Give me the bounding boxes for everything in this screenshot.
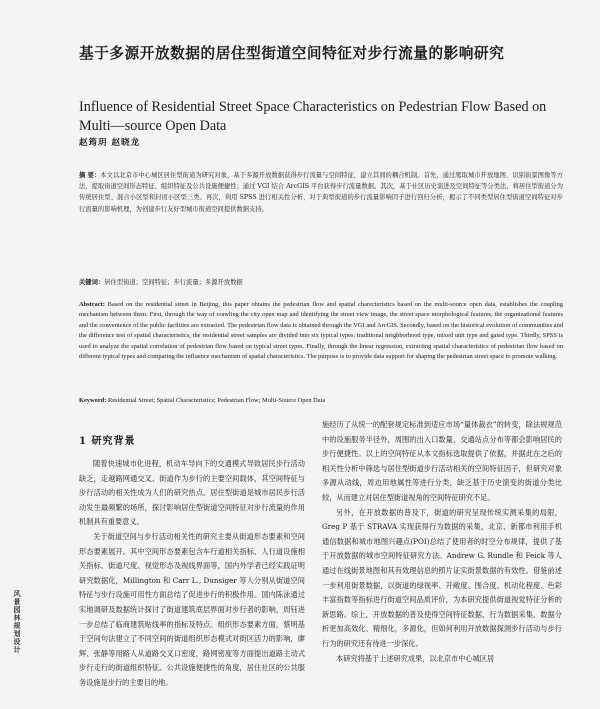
paper-title-chinese: 基于多源开放数据的居住型街道空间特征对步行流量的影响研究 xyxy=(79,45,505,62)
body-column-left xyxy=(79,418,305,691)
keywords-english-text: Residential Street; Spatial Characteristics; Pedestrian Flow; Multi-Source Open Data xyxy=(107,397,326,404)
body-column-right xyxy=(322,418,562,666)
paper-title-english: Influence of Residential Street Space Characteristics on Pedestrian Flow Based on Multi—source Open Data xyxy=(79,99,547,134)
body-paragraph: 随着快速城市化进程，机动车导向下的交通模式导致居民步行活动缺乏，走越路网通交叉、街道作为步行的主要空间载体，其空间特征与步行活动的相关性成为人们的研究热点。居住型街道是城市居民步行活动发生最频繁的场所，探讨影响居住型街道空间特征对步行流量的作用机制具有重要意义。 xyxy=(79,459,305,527)
keywords-chinese-label: 关键词： xyxy=(79,279,105,286)
journal-section-label: 风景园林规划设计 xyxy=(13,590,22,654)
authors: 赵筠玥 赵晓龙 xyxy=(79,138,140,148)
body-paragraph: 关于街道空间与步行活动相关性的研究主要从街道形态要素和空间形态要素展开。其中空间形态要素包含车行道相关指标、人行道设施相关指标、街道尺度、视觉形态及视线界面等，国内外学者已经实践证明研究数据化，Millington 和 Carr L., Dunsiger 等人分别从街道空间特征与步行设施可用性方面总结了促进步行的积极作用。国内陈泳通过实地调研及数据统计探讨了街道建筑底层界面对步行者的影响，周钰进一步总结了临商建筑贴线率的指标及特点。组织形态要素方面，蔡明基于空间句法建立了不同空间的街道组织形态模式对街区活力的影响，廖辉、张静等用路人从道路交叉口密度，路网密度等方面提出道路主动式步行走行的街道组织特征。公共设施便捷性的角度，居住社区的公共服务设施是步行的主要目的地。 xyxy=(79,531,305,687)
body-paragraph: 施经历了从统一的配套规定标准到适应市场“量体裁衣”的转变，除法规规范中的设施服务半径外，周围的出入口数量、交通站点分布等都会影响居民的步行便捷性。以上的空间特征从本文指标选取提供了依据，并据此在之后的相关性分析中筛选与居住型街道步行活动相关的空间特征因子，但研究对象多源从动线，周边用地属性等进行分类，缺乏基于历史演变的街道分类比较，从而建立对居住型街道视角的空间特征研究不足。 xyxy=(322,420,562,502)
abstract-english-text: Based on the residential street in Beijing, this paper obtains the pedestrian flow and spatial charecteristics based on the multi-source open data, establishes the coupling mechanism between them. First, through the way of crawling the city open map and identifying the street view image, the street space morphological features, the organizational features and the convenience of the public facilities are extracted. The pedestrian flow data is obtained through the VGI and ArcGIS. Secondly, based on the historical evolution of communities and the difference test of spatial characteristics, the residential street samples are divided into six typical types: traditional neighborhood type, mixed unit type and gated type. Thirdly, SPSS is used to analyze the spatial correlation of pedestrian flow based on typical street types. Finally, through the linear regression, extracting spatial characteristics of pedestrian flow based on different typical types and comparing the influence mechanism of spatial characteristics. The purpose is to provide data support for shaping the pedestrian street space to promote walking. xyxy=(79,301,563,361)
keywords-chinese-text: 居住型街道；空间特征；步行流量；多源开放数据 xyxy=(104,279,243,286)
body-paragraph: 另外，在开放数据的普及下，街道的研究呈现传统实测采集的局限，Greg P 基于 STRAVA 实现获得行为数据的采集，北京、新都市利用手机通信数据和城市地图兴趣点(POI)总结了使用者的时空分布规律，提供了基于开放数据的城市空间特征研究方法。Andrew G. Rundle 和 Feick 等人通过在线街景地图和其有效理信息的照片证实街景数据的有效性。借鉴前述一步利用街景数据，以街道的绿视率、开敞度、围合度、机动化程度、色彩丰富指数等指标进行街道空间品质评价，为本研究提供街道视觉特征分析的新思路。综上，开放数据的普及使得空间特征数据、行为数据采集、数据分析更加高效化、精细化，多源化，但如何利用开放数据探测步行活动与步行行为的研究还有待进一步深化。 xyxy=(322,507,562,648)
keywords-english xyxy=(79,396,563,406)
keywords-chinese xyxy=(79,277,563,288)
keywords-english-label: Keyword: xyxy=(79,397,107,404)
abstract-english xyxy=(79,300,563,362)
abstract-chinese xyxy=(79,170,563,215)
section-heading: 1 研究背景 xyxy=(79,436,136,447)
abstract-english-label: Abstract: xyxy=(79,301,105,308)
body-paragraph: 本研究将基于上述研究成果，以北京市中心城区居 xyxy=(336,653,495,663)
abstract-chinese-label: 摘 要： xyxy=(79,172,101,179)
abstract-chinese-text: 本文以北京市中心城区居住型街道为研究对象，基于多源开放数据获得步行流量与空间特征，建立其间的耦合机制。首先，通过爬取城市开放地图、识别街景图像等方法，提取街道空间形态特征、组织特征及公共设施便捷性；通过 VGI 结合 ArcGIS 平台获得步行流量数据。其次，基于社区历史演进及空间特征等分类法，将居住型街道分为传统居住型、混合小区型和封闭小区型三类。再次，利用 SPSS 进行相关性分析，对于典型街道的步行流量影响因子进行回归分析，揭示了不同类型居住型街道空间特征对步行流量的影响机理，为创建步行友好型城市街道空间提供数据支持。 xyxy=(79,172,564,213)
